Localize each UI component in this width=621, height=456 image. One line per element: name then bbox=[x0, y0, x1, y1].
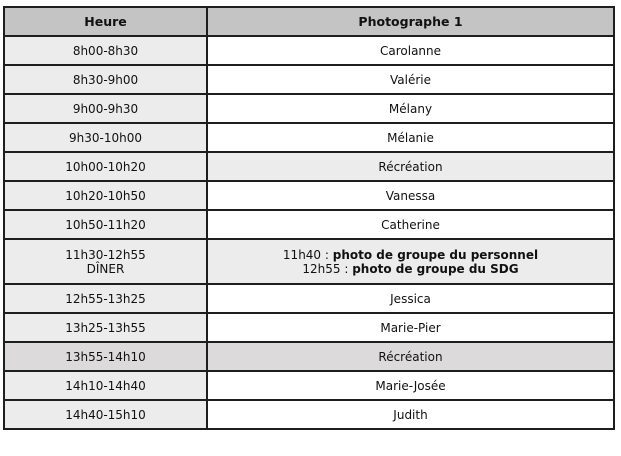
table-row bbox=[4, 313, 614, 342]
time-cell: 8h30-9h00 bbox=[4, 65, 207, 94]
time-cell: 12h55-13h25 bbox=[4, 284, 207, 313]
time-cell: 9h00-9h30 bbox=[4, 94, 207, 123]
event-label: photo de groupe du SDG bbox=[352, 261, 519, 276]
event-time: 12h55 bbox=[302, 261, 341, 276]
event-sdg-group-photo bbox=[208, 262, 613, 276]
table-row-break bbox=[4, 342, 614, 371]
slot-cell: Mélany bbox=[207, 94, 614, 123]
lunch-label: DÎNER bbox=[86, 261, 125, 276]
time-cell: 13h55-14h10 bbox=[4, 342, 207, 371]
table-row bbox=[4, 181, 614, 210]
slot-cell: Marie-Pier bbox=[207, 313, 614, 342]
slot-cell: Mélanie bbox=[207, 123, 614, 152]
table-row-lunch bbox=[4, 239, 614, 284]
slot-cell: Carolanne bbox=[207, 36, 614, 65]
slot-cell bbox=[207, 239, 614, 284]
time-cell: 14h40-15h10 bbox=[4, 400, 207, 429]
photo-schedule-table bbox=[3, 6, 615, 430]
slot-cell: Judith bbox=[207, 400, 614, 429]
slot-cell: Catherine bbox=[207, 210, 614, 239]
header-photographe-1: Photographe 1 bbox=[207, 7, 614, 36]
slot-cell: Récréation bbox=[207, 152, 614, 181]
table-row bbox=[4, 400, 614, 429]
slot-cell: Vanessa bbox=[207, 181, 614, 210]
time-cell: 10h20-10h50 bbox=[4, 181, 207, 210]
time-cell: 14h10-14h40 bbox=[4, 371, 207, 400]
event-separator: : bbox=[321, 247, 333, 262]
event-staff-group-photo bbox=[208, 248, 613, 262]
table-row bbox=[4, 36, 614, 65]
time-cell: 10h00-10h20 bbox=[4, 152, 207, 181]
time-cell: 9h30-10h00 bbox=[4, 123, 207, 152]
time-cell: 13h25-13h55 bbox=[4, 313, 207, 342]
time-cell: 10h50-11h20 bbox=[4, 210, 207, 239]
event-time: 11h40 bbox=[282, 247, 322, 262]
slot-cell: Récréation bbox=[207, 342, 614, 371]
slot-cell: Valérie bbox=[207, 65, 614, 94]
table-row bbox=[4, 65, 614, 94]
table-row bbox=[4, 94, 614, 123]
event-separator: : bbox=[340, 261, 353, 276]
table-row bbox=[4, 284, 614, 313]
table-row bbox=[4, 123, 614, 152]
event-label: photo de groupe du personnel bbox=[332, 247, 539, 262]
time-cell: 8h00-8h30 bbox=[4, 36, 207, 65]
header-row bbox=[4, 7, 614, 36]
table-row-break bbox=[4, 152, 614, 181]
slot-cell: Jessica bbox=[207, 284, 614, 313]
lunch-time-range: 11h30-12h55 bbox=[65, 247, 146, 262]
table-row bbox=[4, 210, 614, 239]
slot-cell: Marie-Josée bbox=[207, 371, 614, 400]
time-cell bbox=[4, 239, 207, 284]
table-row bbox=[4, 371, 614, 400]
header-heure: Heure bbox=[4, 7, 207, 36]
